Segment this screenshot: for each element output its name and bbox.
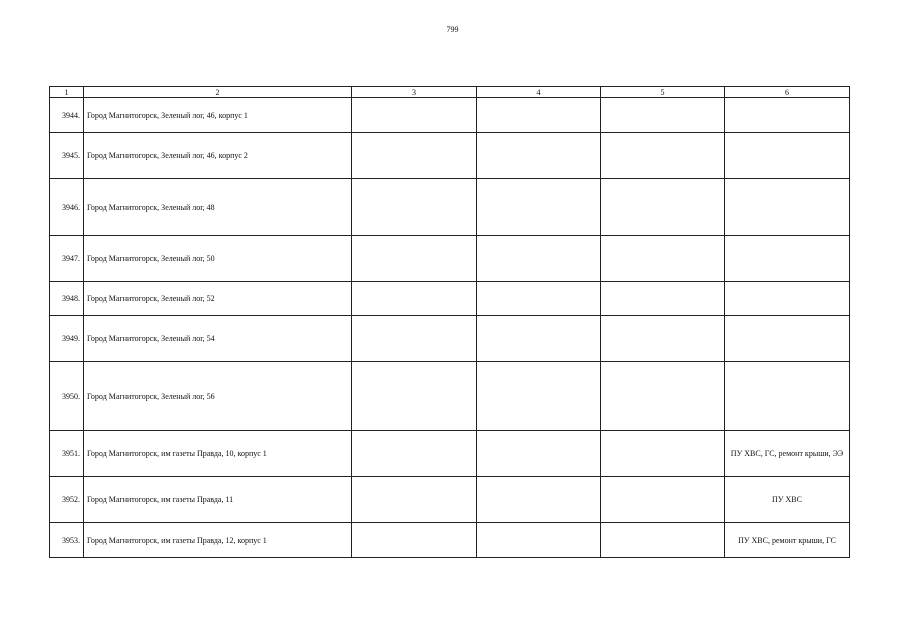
cell-col-6 <box>725 236 850 282</box>
row-number: 3944. <box>50 98 84 133</box>
cell-col-6 <box>725 133 850 179</box>
table-row <box>50 316 850 362</box>
cell-col-4 <box>477 477 601 523</box>
cell-col-4 <box>477 431 601 477</box>
cell-col-5 <box>601 179 725 236</box>
row-address: Город Магнитогорск, Зеленый лог, 50 <box>84 236 352 282</box>
column-header-3: 3 <box>352 87 477 98</box>
cell-col-5 <box>601 362 725 431</box>
cell-col-4 <box>477 282 601 316</box>
cell-col-3 <box>352 362 477 431</box>
row-address: Город Магнитогорск, Зеленый лог, 56 <box>84 362 352 431</box>
cell-col-5 <box>601 523 725 558</box>
cell-col-6 <box>725 362 850 431</box>
row-address: Город Магнитогорск, Зеленый лог, 52 <box>84 282 352 316</box>
table-row <box>50 523 850 558</box>
cell-col-6 <box>725 282 850 316</box>
row-address: Город Магнитогорск, Зеленый лог, 48 <box>84 179 352 236</box>
cell-col-3 <box>352 236 477 282</box>
row-number: 3949. <box>50 316 84 362</box>
row-number: 3952. <box>50 477 84 523</box>
row-number: 3950. <box>50 362 84 431</box>
column-header-1: 1 <box>50 87 84 98</box>
table-row <box>50 362 850 431</box>
cell-col-5 <box>601 431 725 477</box>
cell-col-6: ПУ ХВС <box>725 477 850 523</box>
cell-col-5 <box>601 98 725 133</box>
cell-col-6 <box>725 316 850 362</box>
page-number: 799 <box>446 25 459 34</box>
table-row <box>50 431 850 477</box>
cell-col-5 <box>601 133 725 179</box>
cell-col-3 <box>352 316 477 362</box>
cell-col-5 <box>601 316 725 362</box>
cell-col-3 <box>352 179 477 236</box>
cell-col-6: ПУ ХВС, ГС, ремонт крыши, ЭЭ <box>725 431 850 477</box>
row-number: 3946. <box>50 179 84 236</box>
row-number: 3951. <box>50 431 84 477</box>
row-number: 3945. <box>50 133 84 179</box>
cell-col-4 <box>477 179 601 236</box>
row-address: Город Магнитогорск, Зеленый лог, 46, корпус 1 <box>84 98 352 133</box>
row-address: Город Магнитогорск, Зеленый лог, 54 <box>84 316 352 362</box>
cell-col-3 <box>352 523 477 558</box>
column-header-4: 4 <box>477 87 601 98</box>
cell-col-3 <box>352 98 477 133</box>
cell-col-4 <box>477 523 601 558</box>
table-row <box>50 179 850 236</box>
register-table <box>49 86 850 558</box>
cell-col-5 <box>601 477 725 523</box>
cell-col-3 <box>352 431 477 477</box>
table-row <box>50 133 850 179</box>
cell-col-4 <box>477 316 601 362</box>
column-header-6: 6 <box>725 87 850 98</box>
cell-col-3 <box>352 282 477 316</box>
table-row <box>50 98 850 133</box>
column-number-row <box>50 87 850 98</box>
column-header-2: 2 <box>84 87 352 98</box>
cell-col-4 <box>477 98 601 133</box>
cell-col-4 <box>477 362 601 431</box>
cell-col-3 <box>352 133 477 179</box>
cell-col-4 <box>477 236 601 282</box>
row-number: 3953. <box>50 523 84 558</box>
cell-col-3 <box>352 477 477 523</box>
cell-col-6 <box>725 179 850 236</box>
cell-col-5 <box>601 282 725 316</box>
row-address: Город Магнитогорск, им газеты Правда, 12, корпус 1 <box>84 523 352 558</box>
table-row <box>50 236 850 282</box>
cell-col-5 <box>601 236 725 282</box>
cell-col-6: ПУ ХВС, ремонт крыши, ГС <box>725 523 850 558</box>
table-row <box>50 477 850 523</box>
cell-col-6 <box>725 98 850 133</box>
row-address: Город Магнитогорск, Зеленый лог, 46, корпус 2 <box>84 133 352 179</box>
row-number: 3947. <box>50 236 84 282</box>
table-row <box>50 282 850 316</box>
cell-col-4 <box>477 133 601 179</box>
column-header-5: 5 <box>601 87 725 98</box>
row-number: 3948. <box>50 282 84 316</box>
row-address: Город Магнитогорск, им газеты Правда, 10, корпус 1 <box>84 431 352 477</box>
row-address: Город Магнитогорск, им газеты Правда, 11 <box>84 477 352 523</box>
